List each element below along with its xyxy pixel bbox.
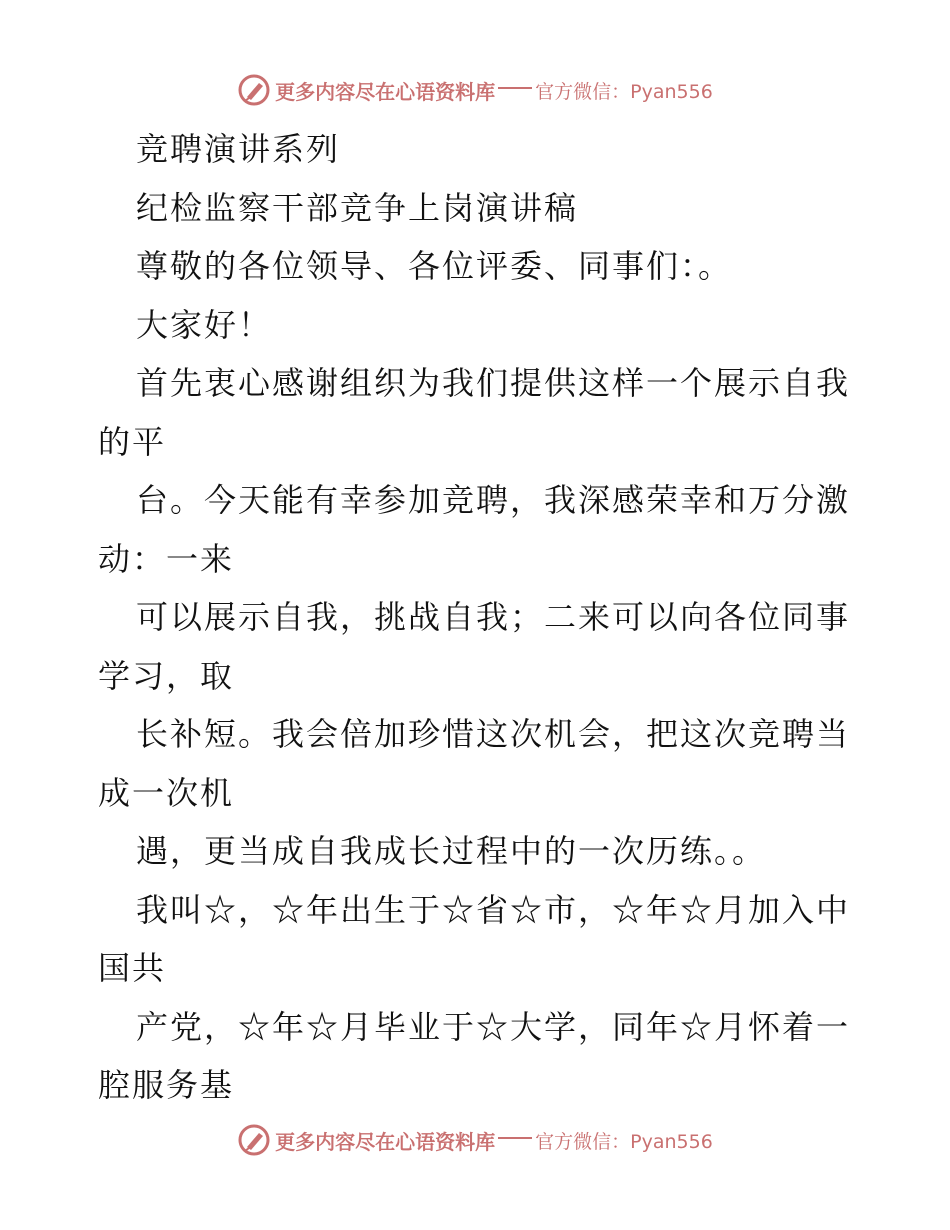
doc-line: 长补短。我会倍加珍惜这次机会，把这次竞聘当 bbox=[136, 715, 851, 753]
header-contact: 官方微信：Pyan556 bbox=[535, 80, 713, 103]
doc-title: 纪检监察干部竞争上岗演讲稿 bbox=[136, 188, 579, 227]
document-body bbox=[98, 120, 858, 1115]
doc-series-title: 竞聘演讲系列 bbox=[136, 130, 341, 168]
doc-greeting: 大家好！ bbox=[136, 305, 273, 344]
doc-salutation: 尊敬的各位领导、各位评委、同事们：。 bbox=[136, 247, 733, 285]
doc-line: 遇，更当成自我成长过程中的一次历练。。 bbox=[136, 832, 767, 870]
pen-logo-icon bbox=[237, 1123, 271, 1157]
doc-line: 产党，☆年☆月毕业于☆大学，同年☆月怀着一 bbox=[136, 1007, 851, 1046]
header-divider bbox=[498, 87, 532, 89]
doc-line: 首先衷心感谢组织为我们提供这样一个展示自我 bbox=[136, 364, 851, 402]
doc-line: 动：一来 bbox=[98, 539, 235, 578]
pen-logo-icon bbox=[237, 73, 271, 107]
doc-line: 我叫☆，☆年出生于☆省☆市，☆年☆月加入中 bbox=[136, 890, 851, 929]
doc-line: 台。今天能有幸参加竞聘，我深感荣幸和万分激 bbox=[136, 481, 851, 519]
doc-line: 的平 bbox=[98, 422, 167, 461]
header-banner-text: 更多内容尽在心语资料库 bbox=[275, 79, 496, 104]
footer-banner-text: 更多内容尽在心语资料库 bbox=[275, 1129, 496, 1154]
header-watermark bbox=[0, 70, 950, 110]
doc-line: 学习，取 bbox=[98, 656, 235, 695]
doc-line: 可以展示自我，挑战自我；二来可以向各位同事 bbox=[136, 598, 851, 636]
doc-line: 成一次机 bbox=[98, 773, 235, 812]
footer-watermark bbox=[0, 1120, 950, 1160]
doc-line: 腔服务基 bbox=[98, 1066, 235, 1104]
footer-divider bbox=[498, 1137, 532, 1139]
footer-contact: 官方微信：Pyan556 bbox=[535, 1130, 713, 1153]
doc-line: 国共 bbox=[98, 949, 167, 987]
